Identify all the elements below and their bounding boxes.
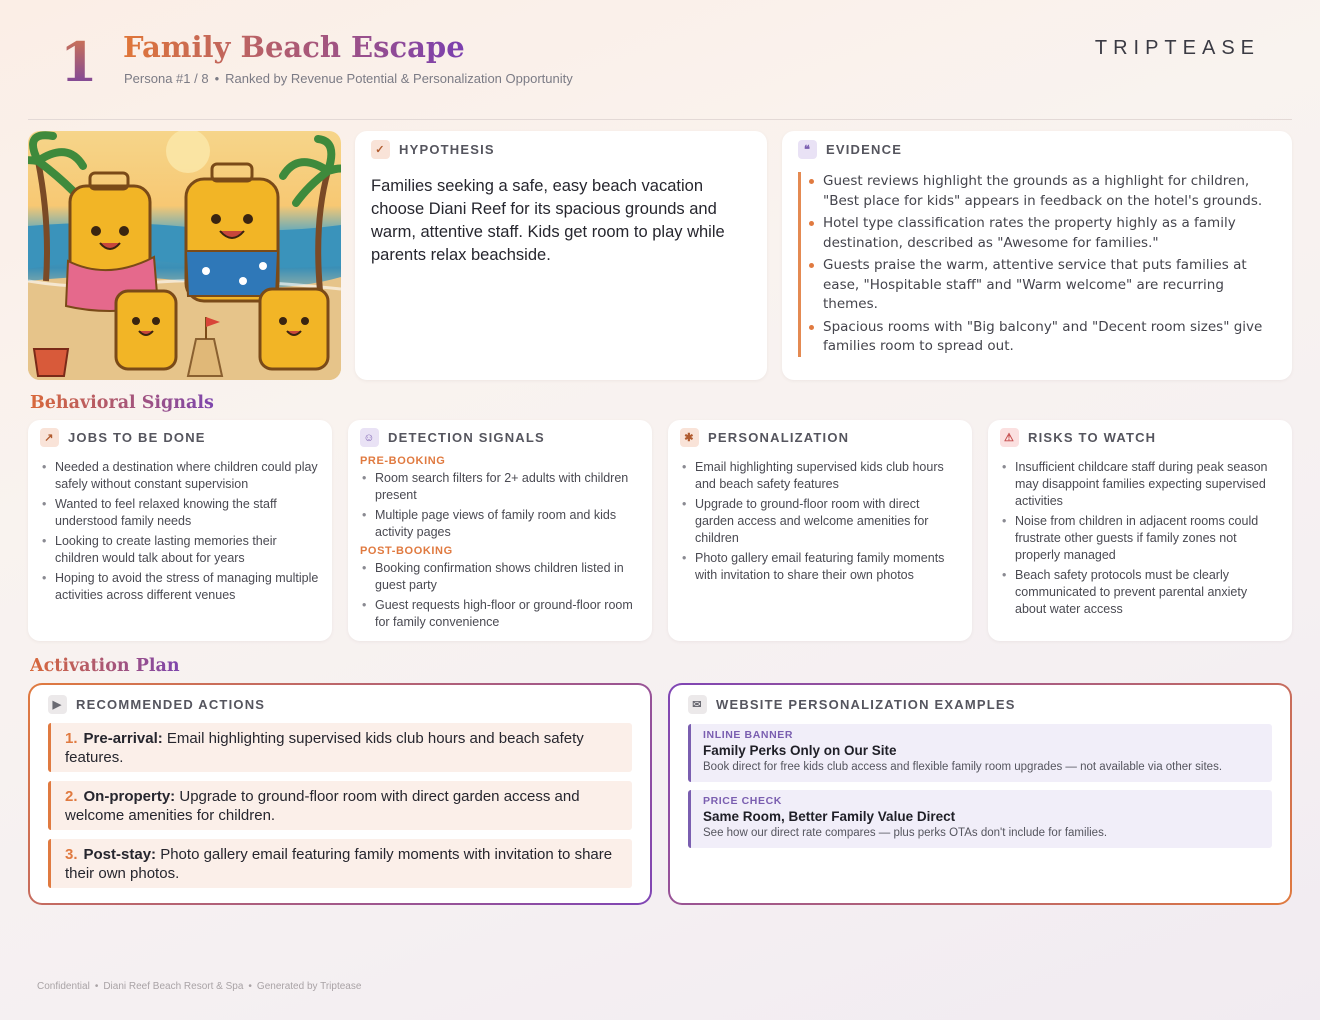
list-item: • Photo gallery email featuring family moments with invitation to share their own photos <box>680 550 960 584</box>
jobs-list <box>40 459 320 604</box>
list-item: • Looking to create lasting memories their children would talk about for years <box>40 533 320 567</box>
footer-confidential: Confidential <box>37 981 90 992</box>
evidence-list <box>798 172 1276 357</box>
mail-icon: ✉ <box>688 695 707 714</box>
persona-index: Persona #1 / 8 <box>124 71 209 86</box>
page-subtitle <box>124 71 573 86</box>
personalization-heading <box>680 428 960 447</box>
jobs-heading-label: JOBS TO BE DONE <box>68 430 206 445</box>
post-booking-list <box>360 560 640 631</box>
pre-booking-label: PRE-BOOKING <box>360 455 446 467</box>
hypothesis-heading <box>371 140 751 159</box>
hypothesis-card <box>355 131 767 380</box>
step-label: Pre-arrival: <box>83 730 163 747</box>
pre-booking-list <box>360 470 640 541</box>
example-title: Same Room, Better Family Value Direct <box>703 809 956 824</box>
post-booking-label: POST-BOOKING <box>360 545 453 557</box>
evidence-card <box>782 131 1292 380</box>
list-item: • Hoping to avoid the stress of managing multiple activities across different venues <box>40 570 320 604</box>
arrow-up-right-icon: ↗ <box>40 428 59 447</box>
detection-heading <box>360 428 640 447</box>
recommended-actions-heading-label: RECOMMENDED ACTIONS <box>76 697 266 712</box>
play-icon: ▶ <box>48 695 67 714</box>
list-item: Hotel type classification rates the property highly as a family destination, described as "Awesome for families." <box>823 214 1276 253</box>
detection-heading-label: DETECTION SIGNALS <box>388 430 545 445</box>
step-label: On-property: <box>83 788 176 805</box>
step-number: 1. <box>65 730 78 747</box>
risks-list <box>1000 459 1280 618</box>
footer-generated-by: Generated by Triptease <box>256 981 362 992</box>
sparkle-icon: ✱ <box>680 428 699 447</box>
behavioral-signals-title: Behavioral Signals <box>30 393 214 413</box>
website-personalization-heading-label: WEBSITE PERSONALIZATION EXAMPLES <box>716 697 1016 712</box>
smiley-icon: ☺ <box>360 428 379 447</box>
activation-plan-title: Activation Plan <box>30 656 180 676</box>
action-step <box>48 781 632 830</box>
list-item: • Room search filters for 2+ adults with children present <box>360 470 640 504</box>
list-item: • Noise from children in adjacent rooms could frustrate other guests if family zones not properly managed <box>1000 513 1280 564</box>
list-item: • Email highlighting supervised kids club hours and beach safety features <box>680 459 960 493</box>
quote-icon: ❝ <box>798 140 817 159</box>
personalization-example <box>688 724 1272 782</box>
personalization-heading-label: PERSONALIZATION <box>708 430 850 445</box>
list-item: Guest reviews highlight the grounds as a highlight for children, "Best place for kids" appears in feedback on the hotel's grounds. <box>823 172 1276 211</box>
brand-logo: TRIPTEASE <box>1094 37 1260 59</box>
list-item: • Wanted to feel relaxed knowing the staff understood family needs <box>40 496 320 530</box>
personalization-example <box>688 790 1272 848</box>
website-personalization-heading <box>688 695 1272 714</box>
header-divider <box>28 119 1292 120</box>
evidence-heading <box>798 140 1276 159</box>
jobs-heading <box>40 428 320 447</box>
risks-heading <box>1000 428 1280 447</box>
website-personalization-card <box>668 683 1292 905</box>
beach-suitcases-illustration <box>28 131 341 380</box>
step-number: 3. <box>65 846 78 863</box>
separator-dot: • <box>94 981 99 992</box>
step-text: Upgrade to ground-floor room with direct garden access and welcome amenities for children. <box>65 788 580 824</box>
warning-icon: ⚠ <box>1000 428 1019 447</box>
footer-property: Diani Reef Beach Resort & Spa <box>103 981 244 992</box>
risks-card <box>988 420 1292 641</box>
persona-number: 1 <box>60 30 98 94</box>
example-description: Book direct for free kids club access and flexible family room upgrades — not available via other sites. <box>703 761 1223 773</box>
example-title: Family Perks Only on Our Site <box>703 743 897 758</box>
list-item: • Multiple page views of family room and kids activity pages <box>360 507 640 541</box>
detection-card <box>348 420 652 641</box>
recommended-actions-card <box>28 683 652 905</box>
step-number: 2. <box>65 788 78 805</box>
personalization-list <box>680 459 960 584</box>
step-text: Photo gallery email featuring family moments with invitation to share their own photos. <box>65 846 613 882</box>
recommended-actions-heading <box>48 695 632 714</box>
list-item: • Upgrade to ground-floor room with direct garden access and welcome amenities for children <box>680 496 960 547</box>
step-text: Email highlighting supervised kids club hours and beach safety features. <box>65 730 584 766</box>
page-footer <box>37 981 361 992</box>
example-tag: PRICE CHECK <box>703 795 782 807</box>
action-step <box>48 723 632 772</box>
example-description: See how our direct rate compares — plus perks OTAs don't include for families. <box>703 827 1108 839</box>
page-title: Family Beach Escape <box>123 30 465 64</box>
step-label: Post-stay: <box>83 846 157 863</box>
persona-illustration <box>28 131 341 380</box>
ranking-note: Ranked by Revenue Potential & Personalization Opportunity <box>225 71 573 86</box>
list-item: • Guest requests high-floor or ground-floor room for family convenience <box>360 597 640 631</box>
list-item: • Beach safety protocols must be clearly communicated to prevent parental anxiety about water access <box>1000 567 1280 618</box>
personalization-card <box>668 420 972 641</box>
evidence-heading-label: EVIDENCE <box>826 142 903 157</box>
example-tag: INLINE BANNER <box>703 729 794 741</box>
list-item: Guests praise the warm, attentive service that puts families at ease, "Hospitable staff" and "Warm welcome" are recurring themes. <box>823 256 1276 315</box>
action-step <box>48 839 632 888</box>
hypothesis-heading-label: HYPOTHESIS <box>399 142 495 157</box>
list-item: • Booking confirmation shows children listed in guest party <box>360 560 640 594</box>
separator-dot: • <box>214 71 220 86</box>
list-item: • Insufficient childcare staff during peak season may disappoint families expecting supervised activities <box>1000 459 1280 510</box>
hypothesis-text: Families seeking a safe, easy beach vacation choose Diani Reef for its spacious grounds and warm, attentive staff. Kids get room to play while parents relax beachside. <box>371 177 725 264</box>
list-item: • Needed a destination where children could play safely without constant supervision <box>40 459 320 493</box>
risks-heading-label: RISKS TO WATCH <box>1028 430 1157 445</box>
check-icon: ✓ <box>371 140 390 159</box>
jobs-card <box>28 420 332 641</box>
list-item: Spacious rooms with "Big balcony" and "Decent room sizes" give families room to spread out. <box>823 318 1276 357</box>
separator-dot: • <box>248 981 252 992</box>
